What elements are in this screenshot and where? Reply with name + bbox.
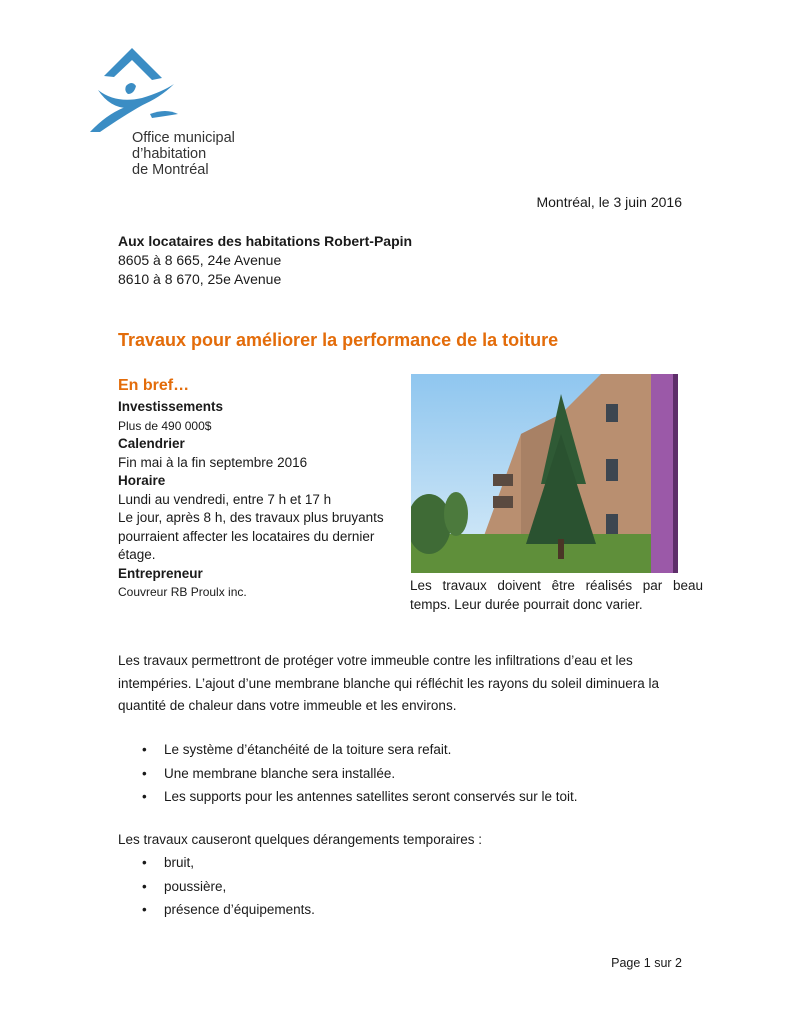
disturbances-paragraph: Les travaux causeront quelques dérangements temporaires :: [118, 832, 482, 847]
main-title: Travaux pour améliorer la performance de la toiture: [118, 330, 559, 350]
page-number: Page 1 sur 2: [611, 956, 682, 970]
entrepreneur-value: Couvreur RB Proulx inc.: [118, 585, 247, 599]
horaire-label: Horaire: [118, 473, 166, 488]
works-list: [118, 738, 718, 809]
brief-title: En bref…: [118, 377, 190, 394]
org-line-2: d’habitation: [132, 146, 207, 162]
org-line-1: Office municipal: [132, 130, 235, 146]
organization-name: [132, 130, 235, 178]
list-item: • Le système d’étanchéité de la toiture sera refait.: [118, 738, 718, 762]
recipient-address-1: 8605 à 8 665, 24e Avenue: [118, 252, 282, 268]
investissements-value: Plus de 490 000$: [118, 418, 212, 433]
letter-date: Montréal, le 3 juin 2016: [536, 194, 682, 210]
list-item: • bruit,: [118, 851, 315, 875]
org-line-3: de Montréal: [132, 162, 209, 178]
entrepreneur-label: Entrepreneur: [118, 565, 203, 581]
list-item: • Une membrane blanche sera installée.: [118, 762, 718, 786]
horaire-note: Le jour, après 8 h, des travaux plus bruyants pourraient affecter les locataires du dernier étage.: [118, 510, 384, 562]
intro-paragraph: Les travaux permettront de protéger votre immeuble contre les infiltrations d’eau et les intempéries. L’ajout d’une membrane blanche qui réfléchit les rayons du soleil diminuera la quantité de chaleur dans votre immeuble et les environs.: [118, 653, 660, 713]
calendrier-value: Fin mai à la fin septembre 2016: [118, 454, 308, 470]
photo-caption: Les travaux doivent être réalisés par beau temps. Leur durée pourrait donc varier.: [410, 578, 703, 612]
recipient-address-2: 8610 à 8 670, 25e Avenue: [118, 271, 282, 287]
omhm-logo-icon: [86, 44, 186, 136]
calendrier-label: Calendrier: [118, 436, 185, 451]
list-item: • poussière,: [118, 875, 315, 899]
disturbances-list: [118, 851, 315, 922]
list-item: • Les supports pour les antennes satellites seront conservés sur le toit.: [118, 785, 718, 809]
investissements-label: Investissements: [118, 399, 224, 414]
recipient-block: [118, 232, 412, 289]
building-photo: [411, 374, 678, 573]
recipient-title: Aux locataires des habitations Robert-Papin: [118, 233, 413, 249]
brief-section: [118, 376, 403, 602]
horaire-value: Lundi au vendredi, entre 7 h et 17 h: [118, 491, 332, 507]
list-item: • présence d’équipements.: [118, 898, 315, 922]
